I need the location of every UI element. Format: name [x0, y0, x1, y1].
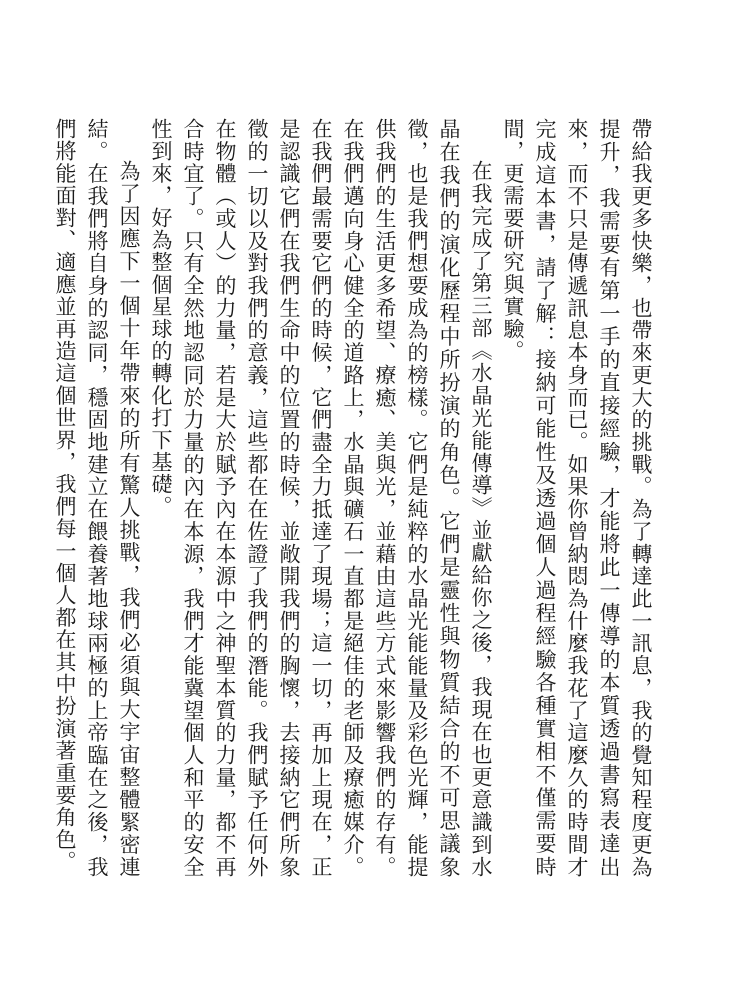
vertical-text-body [53, 118, 657, 878]
paragraph-1: 帶給我更多快樂，也帶來更大的挑戰。為了轉達此一訊息，我的覺知程度更為提升，我需要有第一手的直接經驗，才能將此一傳導的本質透過書寫表達出來，而不只是傳遞訊息本身而已。如果你曾納悶為什麼我花了這麼久的時間才完成這本書，請了解：接納可能性及透過個人過程經驗各種實相不僅需要時間，更需要研究與實驗。 [501, 118, 653, 878]
paragraph-2: 在我完成了第三部《水晶光能傳導》並獻給你之後，我現在也更意識到水晶在我們的演化歷程中所扮演的角色。它們是靈性與物質結合的不可思議象徵，也是我們想要成為的榜樣。它們是純粹的水晶光能能量及彩色光輝，能提供我們的生活更多希望、療癒、美與光，並藉由這些方式來影響我們的存有。在我們邁向身心健全的道路上，水晶與礦石一直都是絕佳的老師及療癒媒介。在我們最需要它們的時候，它們盡全力抵達了現場；這一切，再加上現在，正是認識它們在我們生命中的位置的時候，並敞開我們的胸懷，去接納它們所象徵的一切以及對我們的意義，這些都在在佐證了我們的潛能。我們賦予任何外在物體（或人）的力量，若是大於賦予內在本源中之神聖本質的力量，都不再合時宜了。只有全然地認同於力量的內在本源，我們才能冀望個人和平的安全性到來，好為整個星球的轉化打下基礎。 [149, 118, 493, 878]
paragraph-3: 為了因應下一個十年帶來的所有驚人挑戰，我們必須與大宇宙整體緊密連結。在我們將自身的認同，穩固地建立在餵養著地球兩極的上帝臨在之後，我們將能面對、適應並再造這個世界，我們每一個人都在其中扮演著重要角色。 [53, 118, 141, 878]
